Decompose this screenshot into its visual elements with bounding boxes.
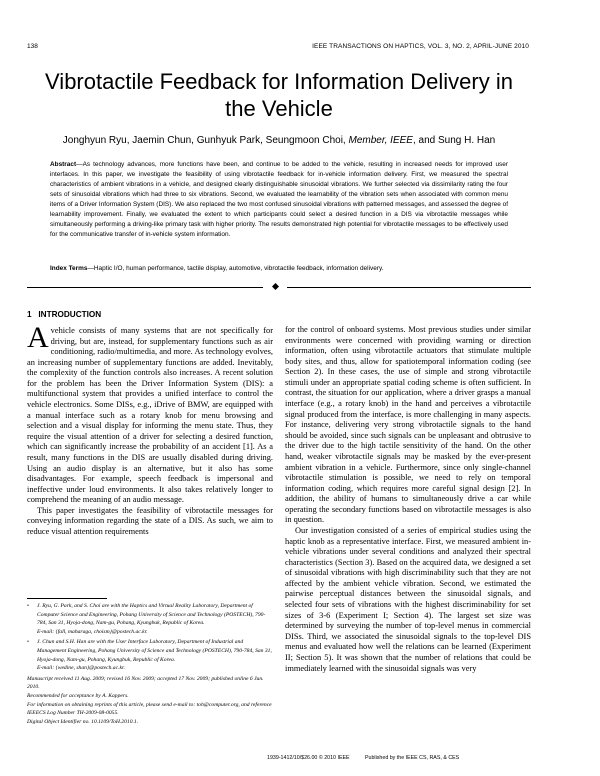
abstract-text: —As technology advances, more functions have been, and continue to be added to the vehicle, resulting in increased needs for improved user interfaces. In this paper, we investigate the feasibility of using vibrotactile feedback for in-vehicle information delivery. First, we measured the spectral characteristics of ambient vibrations in a vehicle, and designed clearly distinguishable sinusoidal vibrations. We further selected via dissimilarity rating the four sets of sinusoidal vibrations which had three to six vibrations. Second, we evaluated the learnability of the vibration sets when associated with common menu items of a Driver Information System (DIS). We also replaced the two most confused sinusoidal vibrations with patterned messages, and assessed the degree of learnability improvement. Finally, we evaluated the extent to which participants could select a desired function in a DIS via vibrotactile messages while simultaneously performing a driving-like primary task with higher priority. The results demonstrated high potential for vibrotactile messages to be effectively used for the communicative transfer of in-vehicle system information. xyxy=(50,161,508,238)
journal-header: IEEE TRANSACTIONS ON HAPTICS, VOL. 3, NO. 2, APRIL-JUNE 2010 xyxy=(312,43,529,50)
right-paragraph-2: Our investigation consisted of a series of empirical studies using the haptic knob as a representative interface. First, we measured ambient in-vehicle vibrations under several conditions and analyzed their spectral characteristics (Section 3). Based on the acquired data, we designed a set of sinusoidal vibrations with high discriminability such that they are not affected by the ambient vehicle vibration. Second, we estimated the pairwise perceptual distances between the sinusoidal signals, and selected four sets of vibrations with the highest discriminability for set sizes of 3-6 (Experiment I; Section 4). The largest set size was determined by surveying the number of top-level menus in commercial DISs. Third, we associated the sinusoidal signals to the top-level DIS menus and evaluated how well the relations can be learned (Experiment II; Section 5). It was shown that the number of relations that could be immediately learned with the sinusoidal signals was very xyxy=(285,525,531,673)
diamond-icon xyxy=(272,283,279,290)
section-divider-right xyxy=(287,287,531,288)
right-column xyxy=(285,325,531,674)
drop-cap: A xyxy=(27,321,49,354)
left-column xyxy=(27,321,273,538)
bullet-icon: • xyxy=(27,639,29,646)
section-title-initial: I xyxy=(38,310,41,319)
affiliation-footnote-1 xyxy=(27,602,273,636)
affiliation-footnote-2 xyxy=(27,638,273,672)
footnote-1-email: E-mail: {fall, maharaga, choism}@postech.ac.kr. xyxy=(37,628,148,635)
footnote-rule xyxy=(27,598,107,599)
doi-note: Digital Object Identifier no. 10.1109/ToH.2010.1. xyxy=(27,718,139,725)
intro-paragraph-2: This paper investigates the feasibility of vibrotactile messages for conveying information regarding the state of a DIS. As such, we aim to reduce visual attention requirements xyxy=(27,505,273,536)
authors-suffix: , and Sung H. Han xyxy=(412,135,496,146)
authors-prefix: Jonghyun Ryu, Jaemin Chun, Gunhyuk Park, Seungmoon Choi, xyxy=(62,135,349,146)
issn-footer: 1939-1412/10/$26.00 © 2010 IEEE xyxy=(267,755,350,761)
manuscript-dates: Manuscript received 11 Aug. 2009; revised 16 Nov. 2009; accepted 17 Nov. 2009; published online 6 Jun. 2010. xyxy=(27,675,264,691)
recommended-note: Recommended for acceptance by A. Kappers. xyxy=(27,692,129,699)
manuscript-notes xyxy=(27,675,273,727)
section-heading xyxy=(27,310,101,319)
abstract-label: Abstract xyxy=(50,161,77,168)
section-title-rest: NTRODUCTION xyxy=(40,310,102,319)
author-list xyxy=(27,135,531,146)
index-terms-text: —Haptic I/O, human performance, tactile display, automotive, vibrotactile feedback, information delivery. xyxy=(87,265,384,272)
right-paragraph-1: for the control of onboard systems. Most previous studies under similar environments were concerned with providing warning or direction information, often using vibrotactile actuators that stimulate multiple body sites, and thus, allow for spatiotemporal information coding (see Section 2). In these cases, the use of simple and strong vibrotactile stimuli under an appropriate spatial coding scheme is often sufficient. In contrast, the situation for our application, where a driver grasps a manual interface (e.g., a rotary knob) in the hand and perceives a vibrotactile signal produced from the interface, is more challenging in many aspects. For instance, delivering very strong vibrotactile signals to the hand should be avoided, since such signals can be unpleasant and obtrusive to the driver due to the high tactile sensitivity of the hand. On the other hand, weaker vibrotactile signals may be masked by the ever-present ambient vibration in a vehicle. Furthermore, since only single-channel vibrotactile stimulation is possible, we need to rely on temporal information coding, which requires more careful signal design [2]. In addition, the ability of humans to simultaneously drive a car while operating the secondary functions based on vibrotactile messages is also in question. xyxy=(285,325,531,525)
authors-member: Member, IEEE xyxy=(348,135,413,146)
index-terms-label: Index Terms xyxy=(50,265,88,272)
reprints-note: For information on obtaining reprints of this article, please send e-mail to: toh@computer.org, and reference IEEECS Log Number TH-2009-08-0055. xyxy=(27,701,272,717)
footnote-2-email: E-mail: {wedine, shan}@postech.ac.kr. xyxy=(37,665,125,672)
intro-paragraph-1 xyxy=(27,321,273,506)
index-terms xyxy=(50,264,508,274)
section-divider-left xyxy=(27,287,263,288)
intro-paragraph-1-text: vehicle consists of many systems that are not specifically for driving, but are, instead, for supplementary functions such as air conditioning, radio/multimedia, and more. As technology evolves, an increasing number of supplementary functions are added. Inevitably, the complexity of the function controls also increases. A recent solution for the problem has been the Driver Information System (DIS): a multifunctional system that provides a unified interface to control the vehicle electronics. Some DISs, e.g., iDrive of BMW, are equipped with a manual interface such as a rotary knob for menu browsing and selection and a visual display for informing the menu state. Thus, they require the visual attention of a driver for selecting a desired function, which can significantly increase the probability of an accident [1]. As a result, many functions in the DIS are usually disabled during driving. Using an audio display is an alternative, but it also has some disadvantages. For example, speech feedback is impersonal and ineffective under loud environments. It also takes relatively longer to comprehend the meaning of an audio message. xyxy=(27,326,273,505)
paper-title: Vibrotactile Feedback for Information Delivery in the Vehicle xyxy=(45,69,513,121)
footnote-1-text: J. Ryu, G. Park, and S. Choi are with the Haptics and Virtual Reality Laboratory, Department of Computer Science and Engineering, Pohang University of Science and Technology (POSTECH), 790-784, San 31, Hyoja-dong, Nam-gu, Pohang, Kyungbuk, Republic of Korea. xyxy=(37,603,266,627)
bullet-icon: • xyxy=(27,603,29,609)
abstract xyxy=(50,160,508,240)
section-number: 1 xyxy=(27,310,32,319)
publisher-footer: Published by the IEEE CS, RAS, & CES xyxy=(365,755,460,761)
page-number: 138 xyxy=(27,43,38,50)
footnotes xyxy=(27,602,273,726)
footnote-2-text: J. Chun and S.H. Han are with the User Interface Laboratory, Department of Industrial and Management Engineering, Pohang University of Science and Technology (POSTECH), 790-784, San 31, Hyoja-dong, Nam-gu, Pohang, Kyungbuk, Republic of Korea. xyxy=(37,639,272,663)
